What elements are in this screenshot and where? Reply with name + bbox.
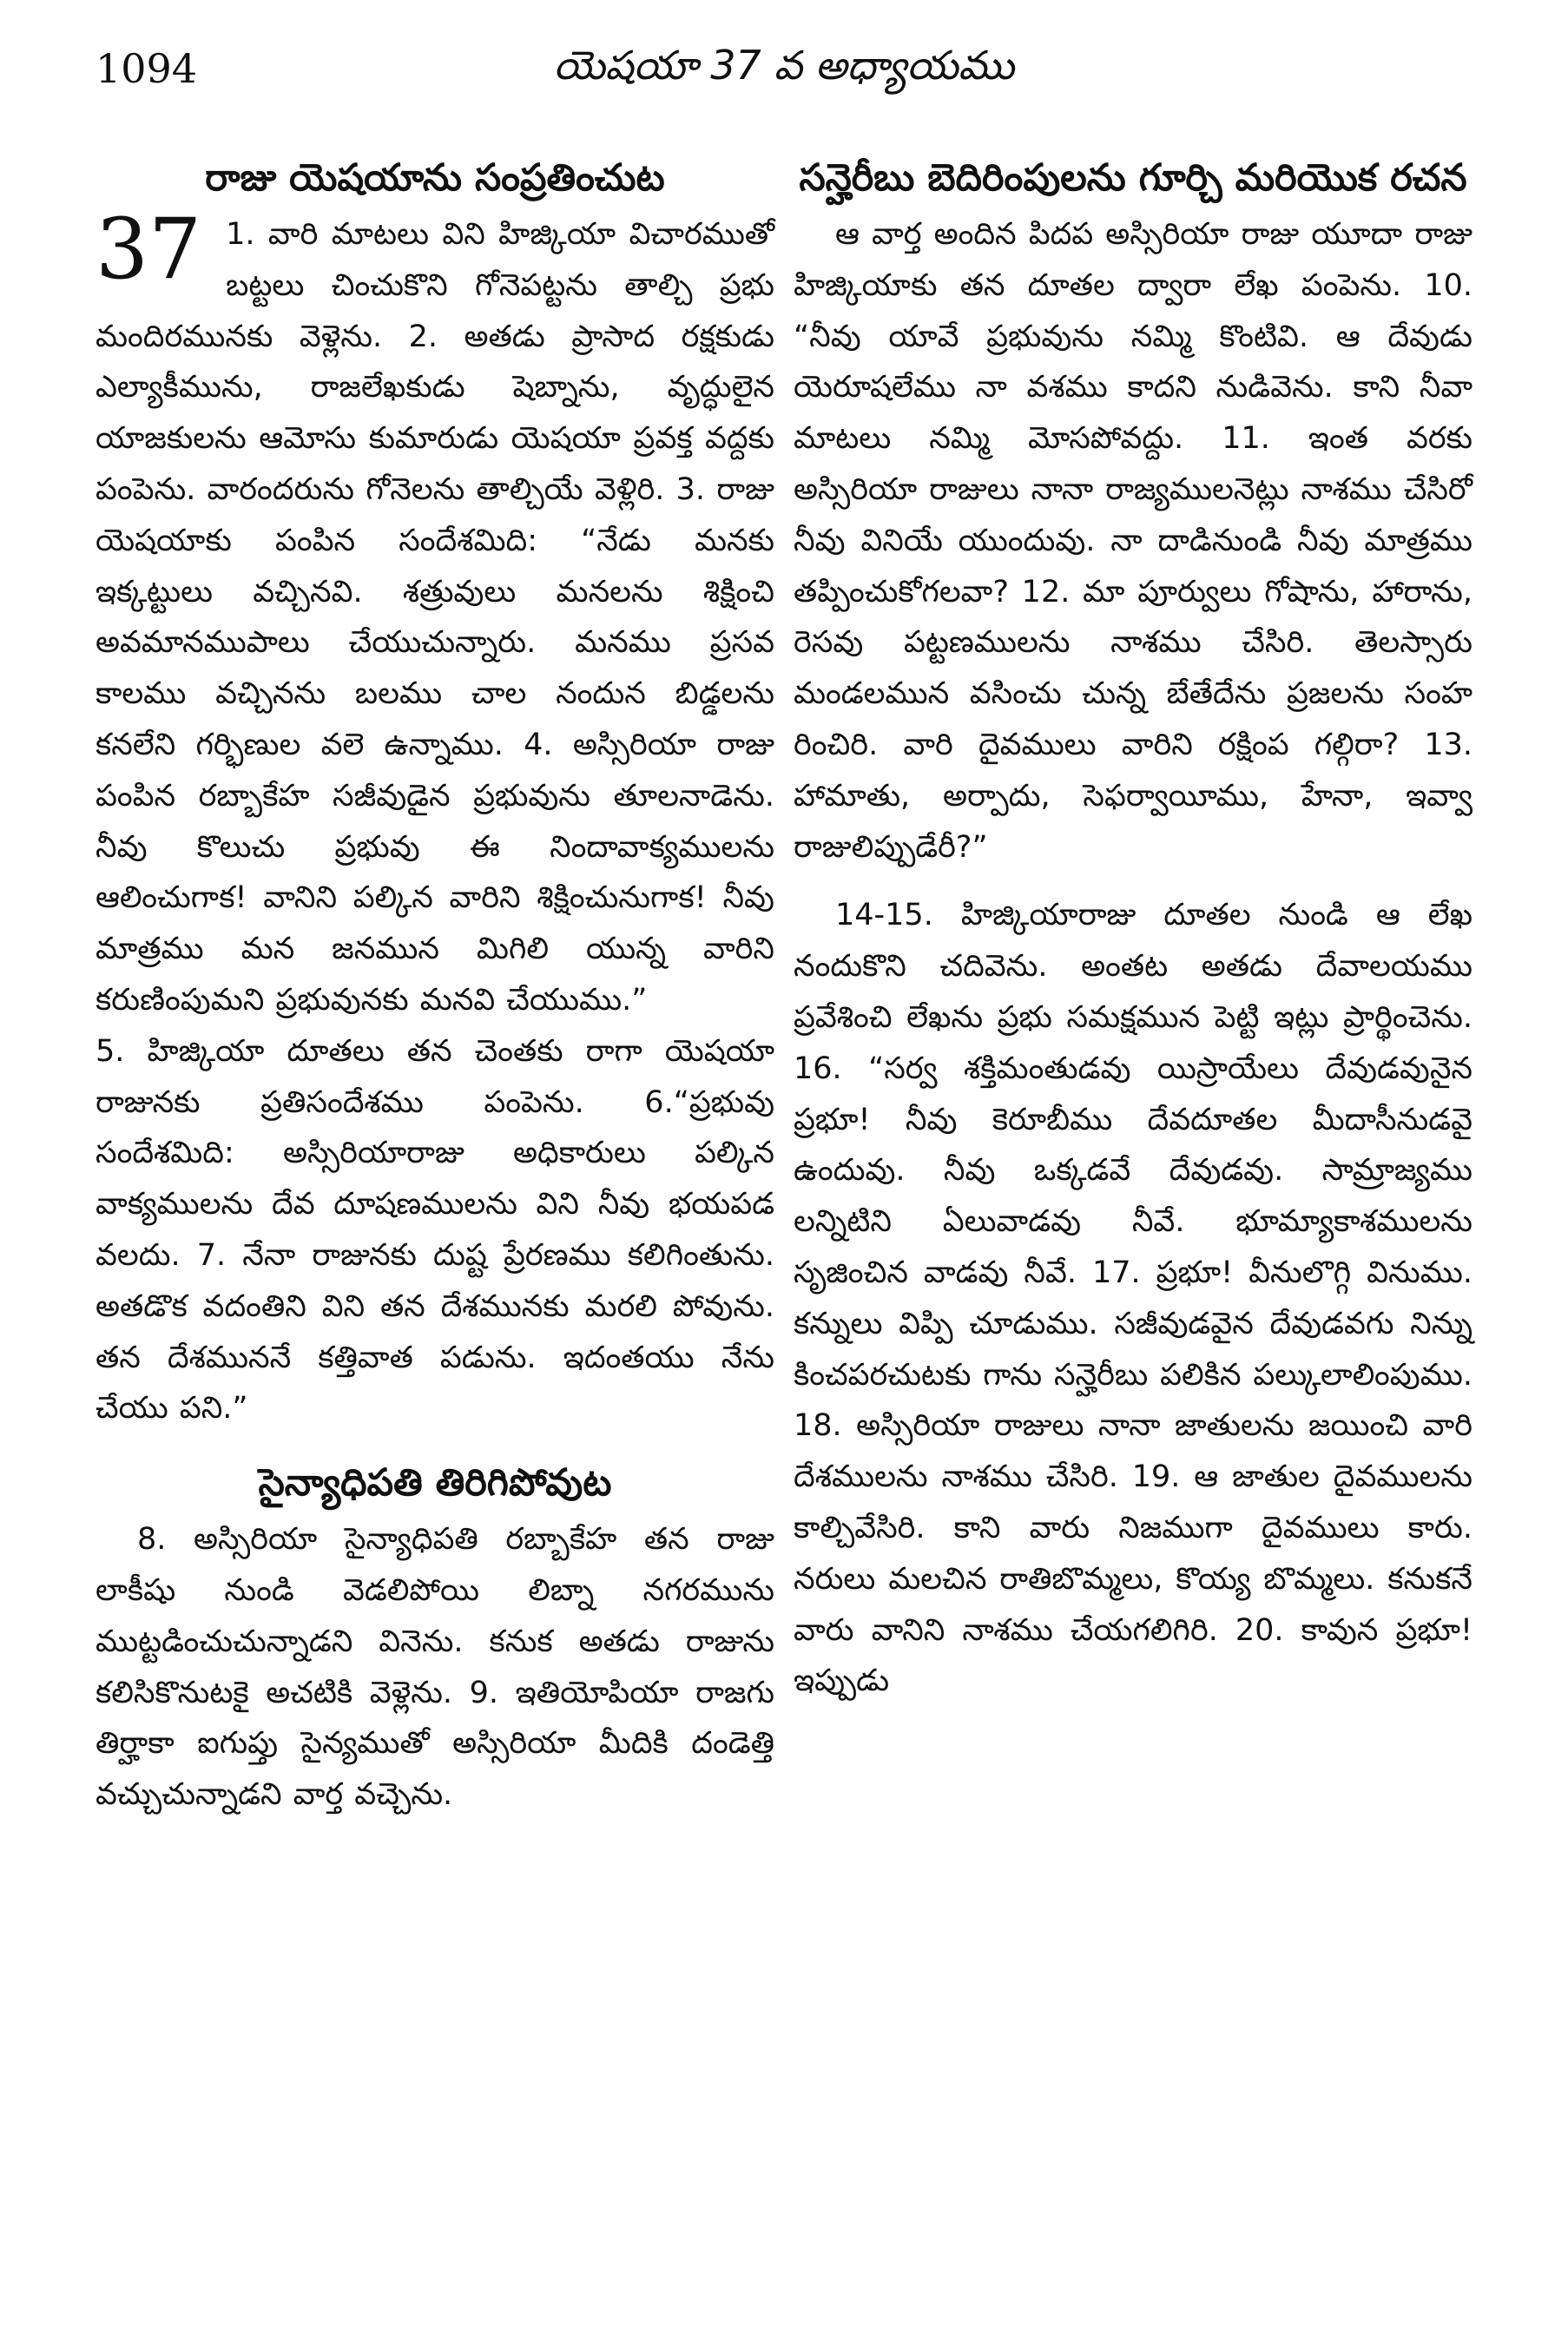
chapter-number: 37 xyxy=(96,201,202,298)
paragraph: 14-15. హిజ్కియారాజు దూతల నుండి ఆ లేఖ నందుకొని చదివెను. అంతట అతడు దేవాలయము ప్రవేశించి లేఖను ప్రభు సమక్షమున పెట్టి ఇట్లు ప్రార్థించెను. 16. “సర్వ శక్తిమంతుడవు యిస్రాయేలు దేవుడవునైన ప్రభూ! నీవు కెరూబీము దేవదూతల మీదాసీనుడవై ఉందువు. నీవు ఒక్కడవే దేవుడవు. సామ్రాజ్యము లన్నిటిని ఏలువాడవు నీవే. భూమ్యాకాశములను సృజించిన వాడవు నీవే. 17. ప్రభూ! వీనులొగ్గి వినుము. కన్నులు విప్పి చూడుము. సజీవుడవైన దేవుడవగు నిన్ను కించపరచుటకు గాను సన్హెరీబు పలికిన పల్కులాలింపుము. 18. అస్సిరియా రాజులు నానా జాతులను జయించి వారి దేశములను నాశము చేసిరి. 19. ఆ జాతుల దైవములను కాల్చివేసిరి. కాని వారు నిజముగా దైవములు కారు. నరులు మలచిన రాతిబొమ్మలు, కొయ్య బొమ్మలు. కనుకనే వారు వానిని నాశము చేయగలిగిరి. 20. కావున ప్రభూ! ఇప్పుడు xyxy=(794,898,1472,1699)
section-heading-sennacherib-threats: సన్హెరీబు బెదిరింపులను గూర్చి మరియొక రచన xyxy=(799,156,1467,200)
paragraph: 5. హిజ్కియా దూతలు తన చెంతకు రాగా యెషయా రాజునకు ప్రతిసందేశము పంపెను. 6.“ప్రభువు సందేశమిది: అస్సిరియారాజు అధికారులు పల్కిన వాక్యములను దేవ దూషణములను విని నీవు భయపడ వలదు. 7. నేనా రాజునకు దుష్ట ప్రేరణము కలిగింతును. అతడొక వదంతిని విని తన దేశమునకు మరలి పోవును. తన దేశముననే కత్తివాత పడును. ఇదంతయు నేను చేయు పని.” xyxy=(96,1033,774,1426)
paragraph: ఆ వార్త అందిన పిదప అస్సిరియా రాజు యూదా రాజు హిజ్కియాకు తన దూతల ద్వారా లేఖ పంపెను. 10. “నీవు యావే ప్రభువును నమ్మి కొంటివి. ఆ దేవుడు యెరూషలేము నా వశము కాదని నుడివెను. కాని నీవా మాటలు నమ్మి మోసపోవద్దు. 11. ఇంత వరకు అస్సిరియా రాజులు నానా రాజ్యములనెట్లు నాశము చేసిరో నీవు వినియే యుందువు. నా దాడినుండి నీవు మాత్రము తప్పించుకోగలవా? 12. మా పూర్వులు గోషాను, హారాను, రెసవు పట్టణములను నాశము చేసిరి. తెలస్సారు మండలమున వసించు చున్న బేతేదేను ప్రజలను సంహ రించిరి. వారి దైవములు వారిని రక్షింప గల్గిరా? 13. హామాతు, అర్పాదు, సెఫర్వాయీము, హేనా, ఇవ్వా రాజులిప్పుడేరీ?” xyxy=(794,217,1472,865)
right-column xyxy=(794,152,1472,1707)
page-number: 1094 xyxy=(96,45,198,92)
section-heading-commander-returns: సైన్యాధిపతి తిరిగిపోవుట xyxy=(258,1461,612,1505)
running-header-title: యెషయా 37 వ అధ్యాయము xyxy=(553,42,1015,89)
left-column xyxy=(96,152,774,1821)
chapter-opening-paragraph xyxy=(96,201,774,1026)
paragraph-text: 1. వారి మాటలు విని హిజ్కియా విచారముతో బట్టలు చించుకొని గోనెపట్టను తాల్చి ప్రభు మందిరమునకు వెళ్లెను. 2. అతడు ప్రాసాద రక్షకుడు ఎల్యాకీమును, రాజలేఖకుడు షెబ్నాను, వృద్ధులైన యాజకులను ఆమోసు కుమారుడు యెషయా ప్రవక్త వద్దకు పంపెను. వారందరును గోనెలను తాల్చియే వెళ్లిరి. 3. రాజు యెషయాకు పంపిన సందేశమిది: “నేడు మనకు ఇక్కట్టులు వచ్చినవి. శత్రువులు మనలను శిక్షించి అవమానముపాలు చేయుచున్నారు. మనము ప్రసవ కాలము వచ్చినను బలము చాల నందున బిడ్డలను కనలేని గర్భిణుల వలె ఉన్నాము. 4. అస్సిరియా రాజు పంపిన రబ్బాకేహ సజీవుడైన ప్రభువును తూలనాడెను. నీవు కొలుచు ప్రభువు ఈ నిందావాక్యములను ఆలించుగాక! వానిని పల్కిన వారిని శిక్షించునుగాక! నీవు మాత్రము మన జనమున మిగిలి యున్న వారిని కరుణింపుమని ప్రభువునకు మనవి చేయుము.” xyxy=(96,217,774,1018)
paragraph: 8. అస్సిరియా సైన్యాధిపతి రబ్బాకేహ తన రాజు లాకీషు నుండి వెడలిపోయి లిబ్నా నగరమును ముట్టడించుచున్నాడని వినెను. కనుక అతడు రాజును కలిసికొనుటకై అచటికి వెళ్లెను. 9. ఇతియోపియా రాజగు తిర్హాకా ఐగుప్తు సైన్యముతో అస్సిరియా మీదికి దండెత్తి వచ్చుచున్నాడని వార్త వచ్చెను. xyxy=(96,1522,774,1813)
section-heading-consult-isaiah: రాజు యెషయాను సంప్రతించుట xyxy=(205,156,665,200)
